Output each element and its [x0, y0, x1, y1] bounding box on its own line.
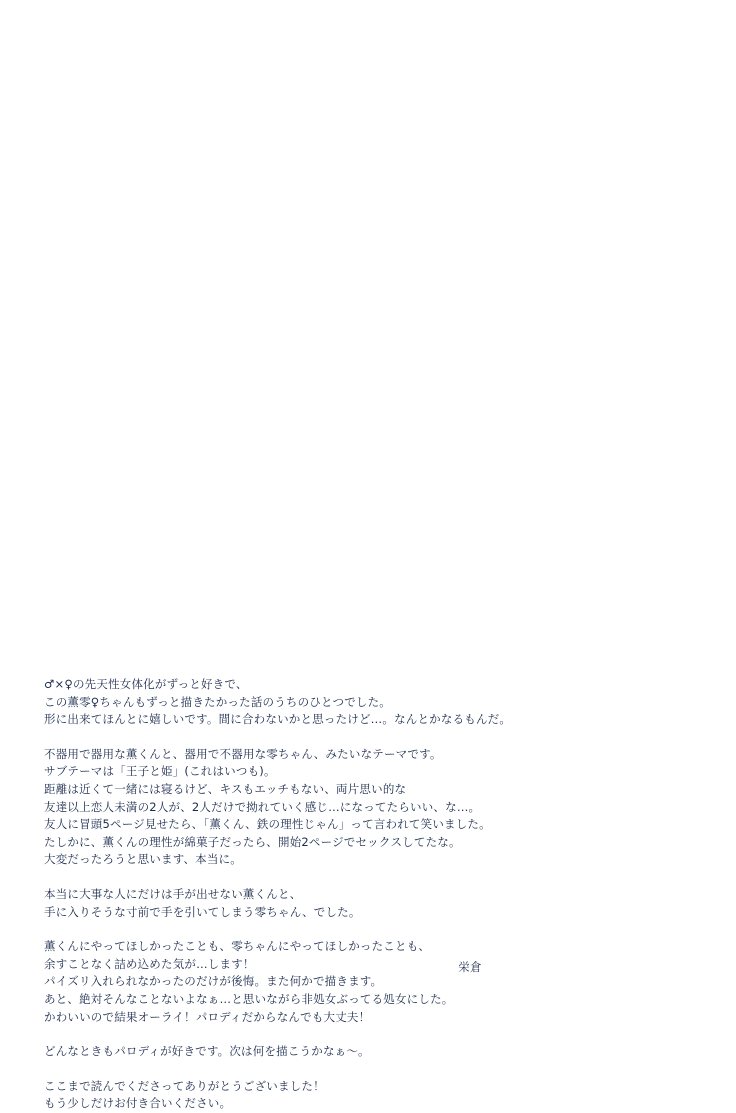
text-line: サブテーマは「王子と姫」(これはいつも)。: [44, 764, 276, 779]
author-signature: 栄倉: [458, 960, 482, 974]
text-line: 距離は近くて一緒には寝るけど、キスもエッチもない、両片思い的な: [44, 781, 407, 796]
text-line: たしかに、薫くんの理性が綿菓子だったら、開始2ページでセックスしてたな。: [44, 834, 461, 849]
text-line: あと、絶対そんなことないよなぁ…と思いながら非処女ぶってる処女にした。: [44, 991, 454, 1006]
text-line: 友人に冒頭5ページ見せたら、「薫くん、鉄の理性じゃん」って言われて笑いました。: [44, 817, 491, 832]
paragraph: [44, 1078, 694, 1113]
text-line: 手に入りそうな寸前で手を引いてしまう零ちゃん、でした。: [44, 904, 361, 919]
text-line: 友達以上恋人未満の2人が、2人だけで拗れていく感じ…になってたらいい、な…。: [44, 799, 481, 814]
paragraph: [44, 676, 694, 729]
paragraph: [44, 938, 694, 1026]
text-line: この薫零♀ちゃんもずっと描きたかった話のうちのひとつでした。: [44, 694, 391, 709]
text-line: 大変だったろうと思います、本当に。: [44, 852, 242, 867]
paragraph: [44, 1043, 694, 1061]
text-line: ここまで読んでくださってありがとうございました！: [44, 1078, 325, 1093]
text-line: 不器用で器用な薫くんと、器用で不器用な零ちゃん、みたいなテーマです。: [44, 746, 442, 761]
text-line: 本当に大事な人にだけは手が出せない薫くんと、: [44, 886, 302, 901]
text-line: 余すことなく詰め込めた気が…します！: [44, 956, 255, 971]
text-line: パイズリ入れられなかったのだけが後悔。また何かで描きます。: [44, 974, 383, 989]
text-line: かわいいので結果オーライ！パロディだからなんでも大丈夫！: [44, 1009, 371, 1024]
text-line: 形に出来てほんとに嬉しいです。間に合わないかと思ったけど…。なんとかなるもんだ。: [44, 712, 512, 727]
paragraph: [44, 886, 694, 921]
text-line: ♂×♀の先天性女体化がずっと好きで、: [44, 677, 248, 691]
afterword-text-block: [44, 676, 694, 1113]
text-line: 薫くんにやってほしかったことも、零ちゃんにやってほしかったことも、: [44, 939, 431, 954]
text-line: もう少しだけお付き合いください。: [44, 1096, 232, 1111]
paragraph: [44, 746, 694, 869]
text-line: どんなときもパロディが好きです。次は何を描こうかなぁ～。: [44, 1044, 370, 1059]
